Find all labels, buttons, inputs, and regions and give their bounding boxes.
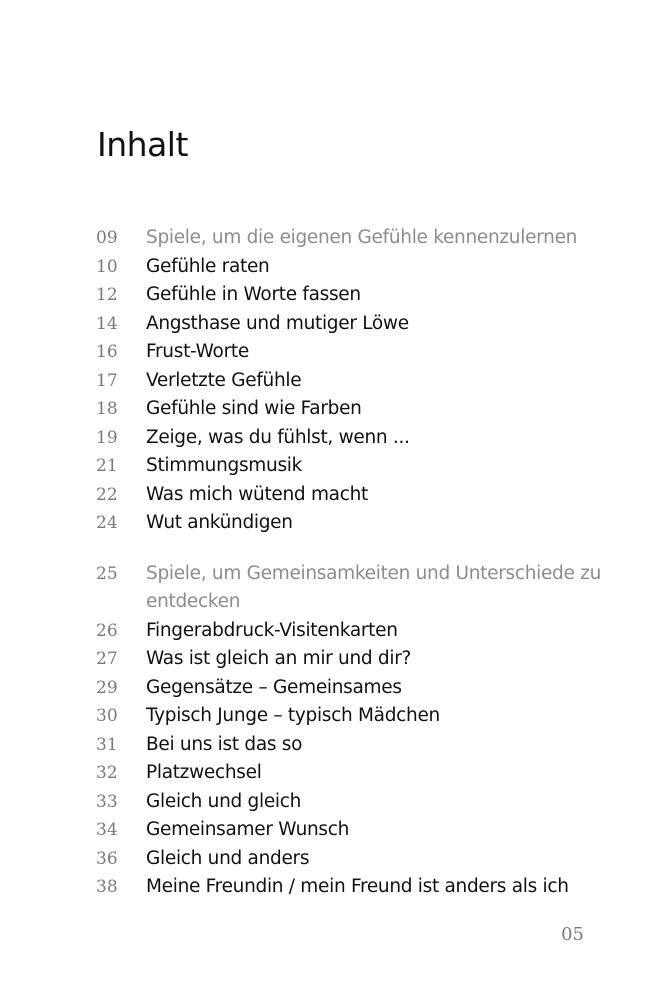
toc-section-1 (96, 224, 616, 538)
toc-page-number: 29 (96, 677, 118, 698)
toc-entry (96, 310, 616, 339)
toc-entry-text: Was ist gleich an mir und dir? (146, 648, 412, 669)
toc-entry-text: Platzwechsel (146, 762, 262, 783)
toc-entry-text: Was mich wütend macht (146, 483, 368, 505)
toc-entry (96, 816, 616, 845)
toc-page-number: 25 (96, 563, 118, 584)
toc-page-number: 38 (96, 877, 118, 897)
toc-page-number: 18 (96, 399, 118, 419)
toc-entry (96, 424, 616, 453)
toc-entry (96, 845, 616, 874)
toc-page-number: 32 (96, 763, 118, 783)
toc-page-number: 36 (96, 848, 118, 869)
toc-entry (96, 509, 616, 538)
toc-page-number: 31 (96, 734, 118, 755)
toc-page-number: 10 (96, 256, 118, 277)
toc-entry (96, 788, 616, 817)
toc-entry (96, 702, 616, 731)
toc-heading-text: Spiele, um die eigenen Gefühle kennenzulernen (146, 227, 578, 248)
toc-entry (96, 674, 616, 703)
toc-page-number: 26 (96, 620, 118, 641)
toc-entry-text: Verletzte Gefühle (146, 369, 302, 391)
toc-entry-text: Gefühle in Worte fassen (146, 284, 361, 305)
toc-entry-text: Gleich und anders (146, 847, 310, 869)
toc-entry (96, 253, 616, 282)
toc-entry-text: Frust-Worte (146, 341, 249, 362)
toc-entry-text: Gefühle raten (146, 255, 270, 277)
toc-entry-text: Zeige, was du fühlst, wenn ... (146, 426, 410, 448)
toc-page-number: 27 (96, 649, 118, 669)
toc-heading-text: Spiele, um Gemeinsamkeiten und Unterschiede zu entdecken (146, 562, 601, 612)
toc-entry (96, 281, 616, 310)
toc-entry (96, 395, 616, 424)
toc-entry-text: Typisch Junge – typisch Mädchen (146, 705, 440, 726)
toc-section-heading (96, 560, 616, 617)
toc-entry-text: Angsthase und mutiger Löwe (146, 312, 409, 334)
toc-page-number: 21 (96, 456, 118, 476)
toc-entry (96, 873, 616, 902)
toc-page-number: 09 (96, 228, 118, 248)
toc-entry-text: Stimmungsmusik (146, 455, 303, 476)
toc-section-heading (96, 224, 616, 253)
toc-page-number: 33 (96, 791, 118, 812)
toc-page-number: 19 (96, 427, 118, 448)
page-number: 05 (561, 924, 584, 945)
toc-entry (96, 367, 616, 396)
toc-entry (96, 731, 616, 760)
toc-page-number: 22 (96, 484, 118, 505)
toc-entry (96, 759, 616, 788)
toc-entry-text: Meine Freundin / mein Freund ist anders als ich (146, 876, 569, 897)
toc-page-number: 12 (96, 285, 118, 305)
toc-entry-text: Wut ankündigen (146, 512, 293, 533)
toc-page-number: 14 (96, 313, 118, 334)
toc-page-number: 34 (96, 820, 118, 840)
toc-entry (96, 481, 616, 510)
toc-entry (96, 452, 616, 481)
toc-entry-text: Gemeinsamer Wunsch (146, 819, 350, 840)
toc-entry (96, 617, 616, 646)
toc-entry-text: Gegensätze – Gemeinsames (146, 676, 402, 698)
toc-page-number: 24 (96, 513, 118, 533)
toc-entry-text: Gleich und gleich (146, 790, 302, 812)
toc-page-number: 17 (96, 370, 118, 391)
toc-entry-text: Gefühle sind wie Farben (146, 398, 362, 419)
toc-entry (96, 338, 616, 367)
toc-entry (96, 645, 616, 674)
toc-section-2 (96, 560, 616, 902)
toc-entry-text: Fingerabdruck-Visitenkarten (146, 619, 398, 641)
toc-page-number: 30 (96, 706, 118, 726)
table-of-contents (96, 224, 616, 924)
toc-entry-text: Bei uns ist das so (146, 733, 303, 755)
toc-page-number: 16 (96, 342, 118, 362)
page-title: Inhalt (97, 125, 188, 164)
